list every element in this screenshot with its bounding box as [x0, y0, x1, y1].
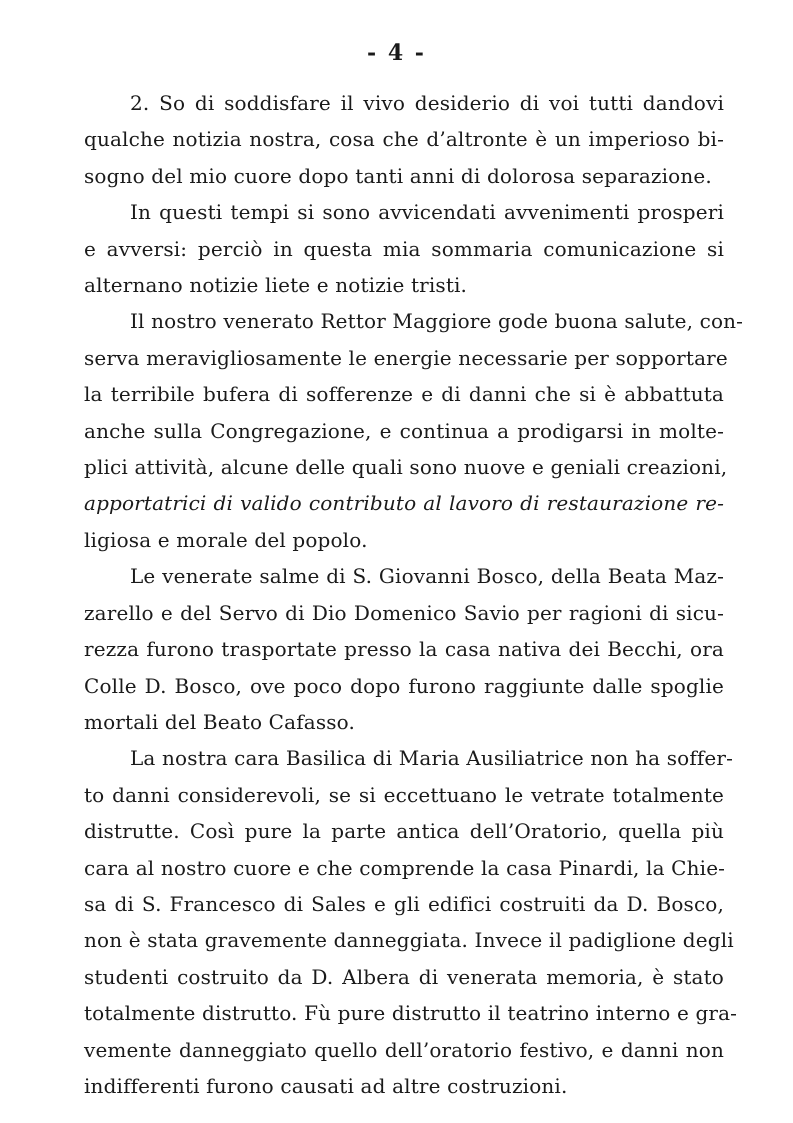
- text-line: qualche notizia nostra, cosa che d’altronte è un imperioso bi-: [84, 127, 724, 152]
- text-line: sa di S. Francesco di Sales e gli edifici costruiti da D. Bosco,: [84, 891, 724, 916]
- text-line: Colle D. Bosco, ove poco dopo furono raggiunte dalle spoglie: [84, 673, 724, 698]
- text-line: La nostra cara Basilica di Maria Ausiliatrice non ha soffer-: [130, 746, 734, 771]
- text-line: cara al nostro cuore e che comprende la casa Pinardi, la Chie-: [84, 855, 726, 880]
- text-line: rezza furono trasportate presso la casa nativa dei Becchi, ora: [84, 637, 724, 662]
- text-line: totalmente distrutto. Fù pure distrutto il teatrino interno e gra-: [84, 1001, 738, 1026]
- text-line: vemente danneggiato quello dell’oratorio festivo, e danni non: [84, 1037, 724, 1062]
- text-line: la terribile bufera di sofferenze e di danni che si è abbattuta: [84, 382, 724, 407]
- text-line: apportatrici di valido contributo al lavoro di restaurazione re-: [84, 491, 724, 516]
- text-line: ligiosa e morale del popolo.: [84, 527, 368, 552]
- text-line: anche sulla Congregazione, e continua a prodigarsi in molte-: [84, 418, 724, 443]
- text-line: In questi tempi si sono avvicendati avvenimenti prosperi: [130, 200, 724, 225]
- text-line: sogno del mio cuore dopo tanti anni di dolorosa separazione.: [84, 163, 712, 188]
- body-text: [84, 85, 744, 1104]
- text-line: mortali del Beato Cafasso.: [84, 709, 355, 734]
- page-number: - 4 -: [367, 40, 426, 66]
- text-line: plici attività, alcune delle quali sono nuove e geniali creazioni,: [84, 455, 728, 480]
- text-line: 2. So di soddisfare il vivo desiderio di voi tutti dandovi: [130, 91, 724, 115]
- paragraph-3: [84, 303, 744, 558]
- paragraph-2: [84, 194, 724, 303]
- text-line: alternano notizie liete e notizie tristi.: [84, 273, 468, 298]
- text-line: non è stata gravemente danneggiata. Invece il padiglione degli: [84, 928, 734, 953]
- paragraph-5: [84, 740, 738, 1104]
- text-line: Le venerate salme di S. Giovanni Bosco, della Beata Maz-: [130, 564, 724, 589]
- text-line: zarello e del Servo di Dio Domenico Savio per ragioni di sicu-: [84, 600, 724, 625]
- text-line: serva meravigliosamente le energie necessarie per sopportare: [84, 345, 728, 370]
- text-line: studenti costruito da D. Albera di venerata memoria, è stato: [84, 964, 724, 989]
- paragraph-1: [84, 85, 724, 194]
- paragraph-4: [84, 558, 724, 740]
- text-line: Il nostro venerato Rettor Maggiore gode buona salute, con-: [130, 309, 744, 334]
- text-line: to danni considerevoli, se si eccettuano le vetrate totalmente: [84, 782, 724, 807]
- text-line: distrutte. Così pure la parte antica dell’Oratorio, quella più: [84, 819, 724, 844]
- text-line: indifferenti furono causati ad altre costruzioni.: [84, 1073, 568, 1098]
- text-line: e avversi: perciò in questa mia sommaria comunicazione si: [84, 236, 724, 261]
